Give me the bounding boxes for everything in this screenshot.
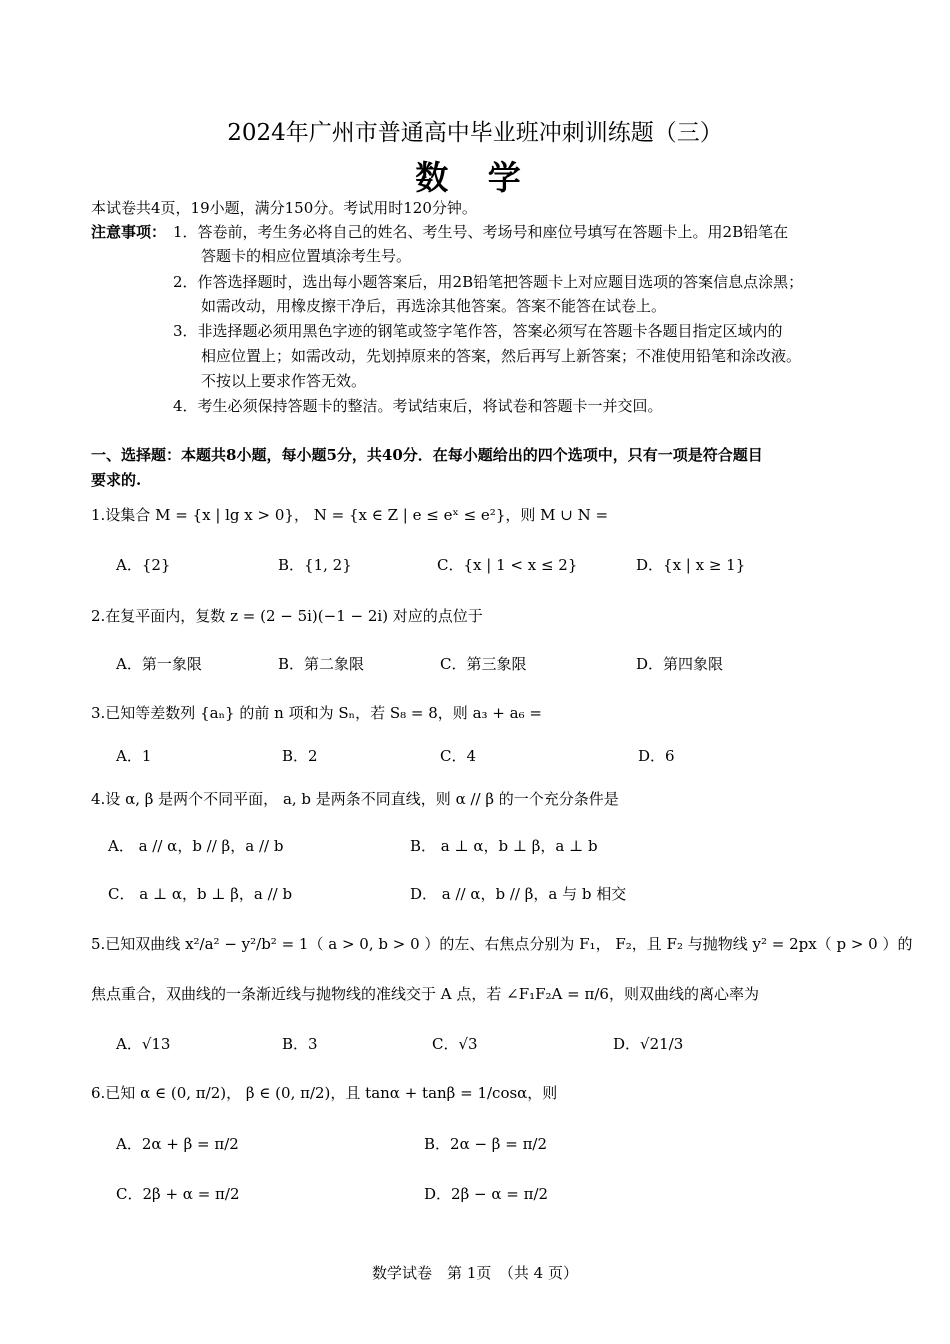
q6-option-b: B．2α − β = π/2: [424, 1135, 548, 1153]
q4-option-d: D． a // α，b // β，a 与 b 相交: [410, 885, 627, 903]
q6-option-d: D．2β − α = π/2: [424, 1185, 549, 1203]
q2-option-c: C．第三象限: [440, 655, 527, 673]
note-1b: 答题卡的相应位置填涂考生号。: [201, 247, 412, 265]
q4-option-b: B． a ⊥ α，b ⊥ β，a ⊥ b: [410, 837, 598, 855]
q4-option-a: A． a // α，b // β，a // b: [108, 837, 284, 855]
q5-option-a: A．√13: [116, 1035, 171, 1053]
question-5-stem: 5.已知双曲线 x²/a² − y²/b² = 1（ a > 0, b > 0 ）的左、右焦点分别为 F₁， F₂，且 F₂ 与抛物线 y² = 2px（ p > 0 ）的: [91, 935, 913, 953]
q2-option-d: D．第四象限: [636, 655, 724, 673]
q5-option-c: C．√3: [432, 1035, 478, 1053]
q1-option-d: D．{x | x ≥ 1}: [636, 556, 746, 574]
q4-option-c: C． a ⊥ α，b ⊥ β，a // b: [108, 885, 293, 903]
note-2a: 2．作答选择题时，选出每小题答案后，用2B铅笔把答题卡上对应题目选项的答案信息点涂黑；: [173, 273, 804, 291]
notes-label: 注意事项：: [91, 223, 167, 241]
q3-option-b: B．2: [282, 747, 318, 765]
section-1-heading: 一、选择题：本题共8小题，每小题5分，共40分．在每小题给出的四个选项中，只有一项是符合题目: [91, 446, 763, 464]
q2-option-b: B．第二象限: [278, 655, 365, 673]
note-3b: 相应位置上；如需改动，先划掉原来的答案，然后再写上新答案；不准使用铅笔和涂改液。: [201, 347, 802, 365]
q6-option-a: A．2α + β = π/2: [116, 1135, 239, 1153]
q1-option-b: B．{1, 2}: [278, 556, 352, 574]
note-3a: 3．非选择题必须用黑色字迹的钢笔或签字笔作答，答案必须写在答题卡各题目指定区域内的: [173, 322, 783, 340]
q3-option-d: D．6: [638, 747, 675, 765]
q3-option-c: C．4: [440, 747, 477, 765]
note-4: 4．考生必须保持答题卡的整洁。考试结束后，将试卷和答题卡一并交回。: [173, 397, 663, 415]
note-2b: 如需改动，用橡皮擦干净后，再选涂其他答案。答案不能答在试卷上。: [201, 297, 667, 315]
exam-intro: 本试卷共4页，19小题，满分150分。考试用时120分钟。: [91, 199, 477, 217]
section-1-heading-cont: 要求的.: [91, 471, 142, 489]
q6-option-c: C．2β + α = π/2: [116, 1185, 240, 1203]
q1-option-c: C．{x | 1 < x ≤ 2}: [437, 556, 578, 574]
question-3-stem: 3.已知等差数列 {aₙ} 的前 n 项和为 Sₙ，若 S₈ = 8，则 a₃ + a₆ =: [91, 704, 542, 722]
q3-option-a: A．1: [116, 747, 152, 765]
page-footer: 数学试卷 第 1页 （共 4 页）: [372, 1264, 578, 1282]
question-5-stem-cont: 焦点重合，双曲线的一条渐近线与抛物线的准线交于 A 点，若 ∠F₁F₂A = π/6，则双曲线的离心率为: [91, 985, 759, 1003]
question-6-stem: 6.已知 α ∈ (0, π/2)， β ∈ (0, π/2)，且 tanα + tanβ = 1/cosα，则: [91, 1084, 558, 1102]
page-title: 2024年广州市普通高中毕业班冲刺训练题（三）: [227, 120, 723, 146]
question-2-stem: 2.在复平面内，复数 z = (2 − 5i)(−1 − 2i) 对应的点位于: [91, 607, 483, 625]
q1-option-a: A．{2}: [116, 556, 171, 574]
note-3c: 不按以上要求作答无效。: [201, 372, 367, 390]
question-1-stem: 1.设集合 M = {x | lg x > 0}， N = {x ∈ Z | e ≤ eˣ ≤ e²}，则 M ∪ N =: [91, 506, 609, 524]
q5-option-d: D．√21/3: [613, 1035, 684, 1053]
question-4-stem: 4.设 α, β 是两个不同平面， a, b 是两条不同直线，则 α // β 的一个充分条件是: [91, 790, 619, 808]
q2-option-a: A．第一象限: [116, 655, 202, 673]
note-1a: 1．答卷前，考生务必将自己的姓名、考生号、考场号和座位号填写在答题卡上。用2B铅笔在: [173, 223, 789, 241]
q5-option-b: B．3: [282, 1035, 318, 1053]
subject-title: 数 学: [415, 158, 535, 197]
